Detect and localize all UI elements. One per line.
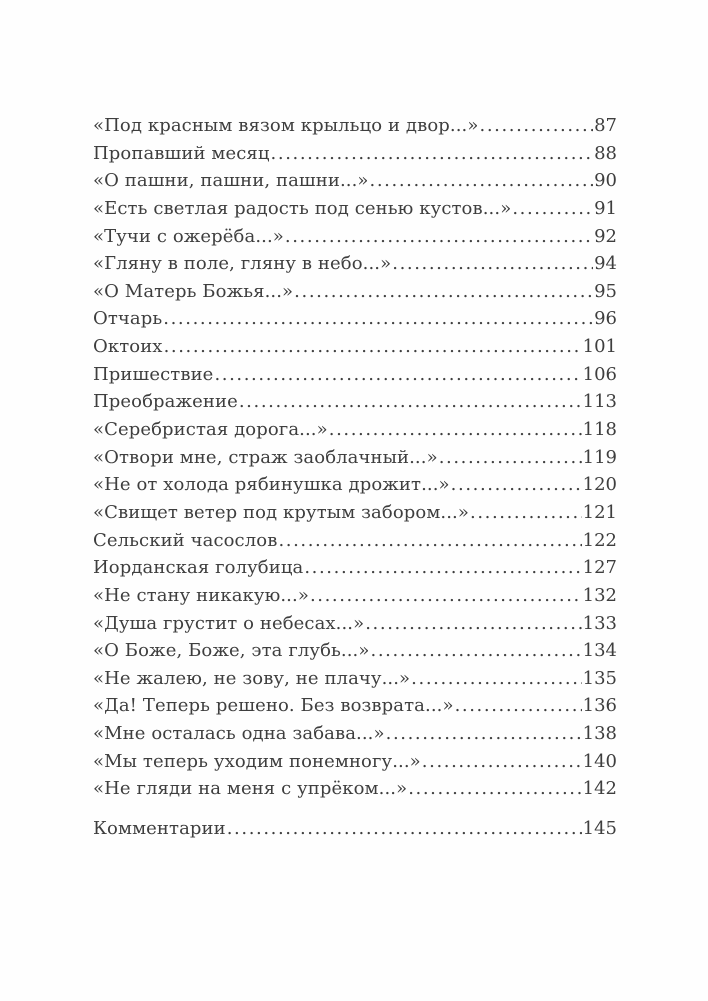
dot-leader bbox=[271, 140, 594, 168]
toc-entry bbox=[93, 610, 617, 638]
toc-entry bbox=[93, 361, 617, 389]
entry-page-number: 120 bbox=[582, 474, 617, 496]
entry-page-number: 138 bbox=[582, 723, 617, 745]
entry-title: Октоих bbox=[93, 336, 163, 358]
toc-entry bbox=[93, 278, 617, 306]
dot-leader bbox=[512, 195, 593, 223]
dot-leader bbox=[163, 305, 593, 333]
entry-page-number: 101 bbox=[582, 336, 617, 358]
dot-leader bbox=[480, 112, 594, 140]
dot-leader bbox=[164, 333, 582, 361]
toc-entry bbox=[93, 720, 617, 748]
toc-entry bbox=[93, 444, 617, 472]
entry-page-number: 142 bbox=[582, 778, 617, 800]
dot-leader bbox=[411, 665, 581, 693]
toc-entry bbox=[93, 582, 617, 610]
entry-page-number: 92 bbox=[594, 225, 617, 247]
toc-entry bbox=[93, 775, 617, 803]
dot-leader bbox=[370, 167, 594, 195]
dot-leader bbox=[239, 388, 582, 416]
toc-entry bbox=[93, 250, 617, 278]
entry-page-number: 118 bbox=[582, 419, 617, 441]
entry-title: Пришествие bbox=[93, 363, 214, 385]
entry-page-number: 135 bbox=[582, 667, 617, 689]
entry-title: «Под красным вязом крыльцо и двор...» bbox=[93, 115, 479, 136]
entry-title: «Гляну в поле, гляну в небо...» bbox=[93, 253, 392, 275]
dot-leader bbox=[422, 748, 582, 776]
dot-leader bbox=[392, 250, 593, 278]
entry-title: Сельский часослов bbox=[93, 529, 278, 551]
entry-title: Комментарии bbox=[93, 818, 226, 840]
toc-entry bbox=[93, 333, 617, 361]
toc-entry bbox=[93, 527, 617, 555]
dot-leader bbox=[214, 361, 581, 389]
dot-leader bbox=[285, 223, 593, 251]
entry-title: «Да! Теперь решено. Без возврата...» bbox=[93, 695, 454, 717]
toc-entry bbox=[93, 748, 617, 776]
toc-entry bbox=[93, 471, 617, 499]
dot-leader bbox=[310, 582, 582, 610]
dot-leader bbox=[227, 815, 582, 843]
dot-leader bbox=[470, 499, 582, 527]
dot-leader bbox=[365, 610, 581, 638]
entry-page-number: 140 bbox=[582, 750, 617, 772]
entry-title: Преображение bbox=[93, 391, 238, 413]
entry-page-number: 136 bbox=[582, 695, 617, 717]
dot-leader bbox=[304, 554, 581, 582]
table-of-contents bbox=[93, 112, 617, 843]
toc-entry bbox=[93, 416, 617, 444]
toc-entry bbox=[93, 554, 617, 582]
entry-title: «О пашни, пашни, пашни...» bbox=[93, 170, 369, 192]
entry-page-number: 122 bbox=[582, 529, 617, 551]
entry-page-number: 91 bbox=[594, 197, 617, 219]
entry-title: «О Боже, Боже, эта глубь...» bbox=[93, 640, 370, 662]
entry-title: Отчарь bbox=[93, 308, 163, 330]
entry-title: «О Матерь Божья...» bbox=[93, 280, 294, 302]
entry-page-number: 121 bbox=[582, 501, 617, 523]
entry-title: «Не от холода рябинушка дрожит...» bbox=[93, 474, 450, 496]
entry-title: Пропавший месяц bbox=[93, 142, 270, 164]
toc-entry bbox=[93, 223, 617, 251]
entry-page-number: 134 bbox=[582, 640, 617, 662]
entry-page-number: 145 bbox=[582, 818, 617, 840]
toc-entry bbox=[93, 167, 617, 195]
dot-leader bbox=[278, 527, 581, 555]
entry-title: «Серебристая дорога...» bbox=[93, 419, 328, 441]
dot-leader bbox=[294, 278, 593, 306]
entry-title: «Не стану никакую...» bbox=[93, 584, 309, 606]
entry-page-number: 106 bbox=[582, 363, 617, 385]
entry-title: «Мне осталась одна забава...» bbox=[93, 723, 385, 745]
entry-page-number: 113 bbox=[582, 391, 617, 413]
toc-entry bbox=[93, 305, 617, 333]
entry-page-number: 133 bbox=[582, 612, 617, 634]
entry-page-number: 87 bbox=[594, 115, 617, 136]
toc-entry bbox=[93, 195, 617, 223]
dot-leader bbox=[329, 416, 582, 444]
dot-leader bbox=[455, 692, 582, 720]
entry-title: «Душа грустит о небесах...» bbox=[93, 612, 365, 634]
dot-leader bbox=[451, 471, 582, 499]
toc-entry bbox=[93, 112, 617, 140]
entry-page-number: 96 bbox=[594, 308, 617, 330]
entry-page-number: 94 bbox=[594, 253, 617, 275]
entry-title: «Тучи с ожерёба...» bbox=[93, 225, 284, 247]
toc-entry bbox=[93, 665, 617, 693]
entry-title: «Есть светлая радость под сенью кустов...» bbox=[93, 197, 512, 219]
dot-leader bbox=[439, 444, 582, 472]
entry-title: «Отвори мне, страж заоблачный...» bbox=[93, 446, 438, 468]
dot-leader bbox=[386, 720, 582, 748]
toc-entry bbox=[93, 637, 617, 665]
toc-entry bbox=[93, 140, 617, 168]
entry-title: «Не жалею, не зову, не плачу...» bbox=[93, 667, 411, 689]
entry-page-number: 88 bbox=[594, 142, 617, 164]
toc-entry bbox=[93, 388, 617, 416]
entry-page-number: 127 bbox=[582, 557, 617, 579]
entry-page-number: 90 bbox=[594, 170, 617, 192]
entry-title: Иорданская голубица bbox=[93, 557, 304, 579]
toc-entry bbox=[93, 815, 617, 843]
dot-leader bbox=[371, 637, 582, 665]
entry-title: «Не гляди на меня с упрёком...» bbox=[93, 778, 408, 800]
dot-leader bbox=[408, 775, 581, 803]
entry-title: «Мы теперь уходим понемногу...» bbox=[93, 750, 421, 772]
entry-page-number: 119 bbox=[582, 446, 617, 468]
entry-page-number: 132 bbox=[582, 584, 617, 606]
toc-entry bbox=[93, 499, 617, 527]
entry-title: «Свищет ветер под крутым забором...» bbox=[93, 501, 469, 523]
toc-entry bbox=[93, 692, 617, 720]
entry-page-number: 95 bbox=[594, 280, 617, 302]
